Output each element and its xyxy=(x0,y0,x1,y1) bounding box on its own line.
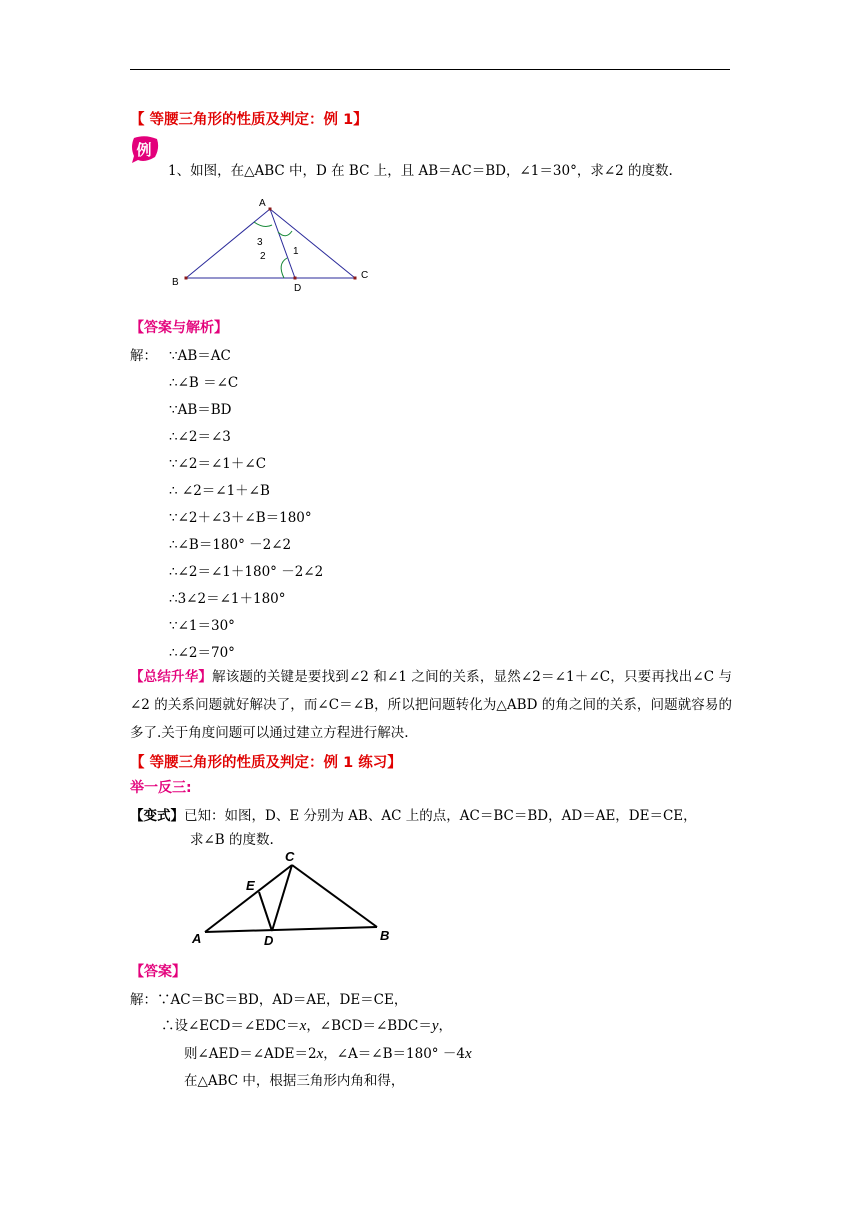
angle-label-2: 2 xyxy=(260,251,266,262)
section-heading-example-1: 【 等腰三角形的性质及判定：例 1】 xyxy=(130,112,368,128)
variable-y: y xyxy=(431,1018,439,1034)
segment-cd xyxy=(272,865,292,931)
answer-line-2 xyxy=(161,1014,452,1035)
answer-line-3 xyxy=(184,1042,472,1063)
answer-analysis-heading: 【答案与解析】 xyxy=(130,320,228,336)
label-d: D xyxy=(264,933,274,948)
solution-step: ∵AB＝AC xyxy=(169,348,231,364)
solution-step: ∴∠B＝180° －2∠2 xyxy=(169,537,292,553)
solution-step: ∵∠2＝∠1＋∠C xyxy=(169,456,267,472)
variant-line-2: 求∠B 的度数. xyxy=(190,832,274,848)
label-c: C xyxy=(285,849,295,864)
side-ab xyxy=(205,927,377,932)
solution-step: ∴∠2＝∠3 xyxy=(169,429,231,445)
angle-label-1: 1 xyxy=(293,246,299,257)
answer-heading: 【答案】 xyxy=(130,964,186,980)
angle-2-arc xyxy=(281,258,287,278)
label-a: A xyxy=(192,931,202,946)
problem-statement: 1、如图，在△ABC 中，D 在 BC 上，且 AB＝AC＝BD，∠1＝30°，求∠2 的度数. xyxy=(168,163,673,179)
solution-step: ∴∠2＝∠1＋180° －2∠2 xyxy=(169,564,324,580)
solution-step: ∵∠2＋∠3＋∠B＝180° xyxy=(169,510,312,526)
variant-line-1 xyxy=(130,804,697,824)
label-a: A xyxy=(259,198,266,209)
variable-x: x xyxy=(299,1018,307,1034)
practice-heading: 举一反三: xyxy=(130,780,192,796)
solution-step: ∵∠1＝30° xyxy=(169,618,235,634)
triangle-abc-figure xyxy=(160,192,380,294)
label-b: B xyxy=(380,928,390,943)
header-rule xyxy=(130,69,730,70)
side-ac xyxy=(205,865,292,932)
solution-step: ∴ ∠2＝∠1＋∠B xyxy=(169,483,270,499)
summary-lead: 【总结升华】 xyxy=(130,669,213,685)
solution-prefix: 解： xyxy=(130,348,157,364)
solution-step: ∵AB＝BD xyxy=(169,402,232,418)
side-cb xyxy=(292,865,377,927)
answer-line-3-text: 则∠AED＝∠ADE＝2 xyxy=(184,1046,317,1062)
label-d: D xyxy=(294,283,302,294)
answer-line-1: 解：∵AC＝BC＝BD，AD＝AE，DE＝CE， xyxy=(130,992,408,1008)
answer-line-2-text: ∴设∠ECD＝∠EDC＝ xyxy=(161,1018,300,1034)
example-badge-text: 例 xyxy=(136,141,152,159)
segment-ed xyxy=(259,892,272,931)
answer-line-4: 在△ABC 中，根据三角形内角和得， xyxy=(184,1073,405,1089)
solution-step: ∴∠B ＝∠C xyxy=(169,375,239,391)
variable-x: x xyxy=(464,1046,472,1062)
label-c: C xyxy=(361,270,369,281)
label-e: E xyxy=(246,878,255,893)
summary-text: 解该题的关键是要找到∠2 和∠1 之间的关系，显然∠2＝∠1＋∠C，只要再找出∠C 与∠2 的关系问题就好解决了，而∠C＝∠B，所以把问题转化为△ABD 的角之间的关系，问题就容易的多了.关于角度问题可以通过建立方程进行解决. xyxy=(130,669,733,741)
solution-step: ∴∠2＝70° xyxy=(169,645,235,661)
variable-x: x xyxy=(316,1046,324,1062)
angle-3-arc xyxy=(254,222,272,226)
angle-1-arc xyxy=(278,231,292,236)
summary-paragraph xyxy=(130,663,732,747)
triangle-acb-figure xyxy=(188,846,398,950)
variant-label: 【变式】 xyxy=(130,808,184,824)
label-b: B xyxy=(172,277,179,288)
example-badge-icon xyxy=(130,136,160,164)
angle-label-3: 3 xyxy=(257,237,263,248)
point-d xyxy=(294,277,297,280)
answer-line-2-text: ， xyxy=(438,1018,453,1034)
section-heading-practice: 【 等腰三角形的性质及判定：例 1 练习】 xyxy=(130,755,402,771)
answer-line-3-text: ，∠A＝∠B＝180° －4 xyxy=(323,1046,465,1062)
point-b xyxy=(185,277,188,280)
point-c xyxy=(354,277,357,280)
answer-line-2-text: ，∠BCD＝∠BDC＝ xyxy=(306,1018,432,1034)
point-a xyxy=(269,208,272,211)
variant-text: 已知：如图，D、E 分别为 AB、AC 上的点，AC＝BC＝BD，AD＝AE，DE＝CE， xyxy=(184,808,697,824)
solution-step: ∴3∠2＝∠1＋180° xyxy=(169,591,286,607)
